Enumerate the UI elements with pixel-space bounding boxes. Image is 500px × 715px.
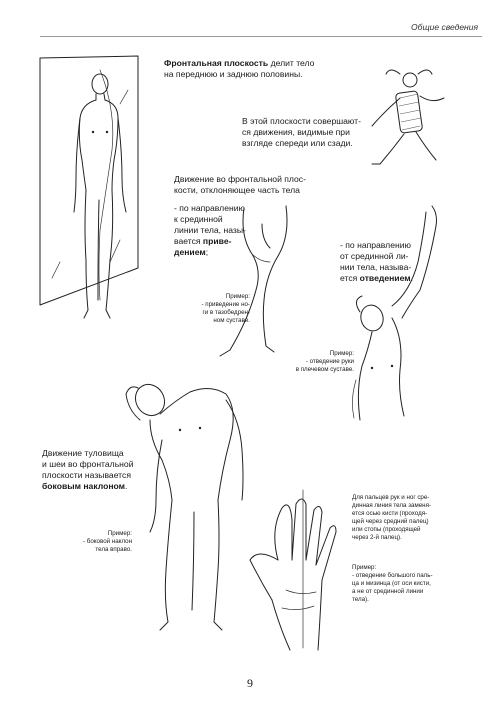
frontal-plane-definition [164,58,314,80]
lateral-bend-figure [126,379,243,630]
adduction-example-line-2: ги в тазобедрен- [202,309,250,316]
deviation-line-1: Движение во фронтальной плос- [174,174,306,184]
fingers-line-3: ется осью кисти (проходя- [352,510,428,517]
fingers-line-4: щей через средний палец) [352,518,429,525]
adduction-example-line-1: - приведение но- [201,301,250,308]
adduction-line-3: линии тела, назы- [174,225,246,235]
lateral-example [60,530,132,554]
adduction-example-label: Пример: [225,293,250,300]
lateral-punct: . [125,481,128,491]
movements-line-1: В этой плоскости совершают- [242,116,361,126]
lateral-term: боковым наклоном [42,481,126,491]
frontal-plane-figure [40,56,138,318]
fingers-example [352,564,433,604]
abduction-term: отведением [359,273,411,283]
lateral-line-2: и шеи во фронтальной [42,459,134,469]
abduction-example [280,350,354,374]
movements-line-3: взгляде спереди или сзади. [242,138,353,148]
running-header: Общие сведения [411,22,478,32]
deviation-line-2: кости, отклоняющее часть тела [174,185,300,195]
lateral-line-1: Движение туловища [42,448,124,458]
raised-arm-figure [352,206,436,420]
abduction-example-line-2: в плечевом суставе. [295,366,354,373]
abduction-example-label: Пример: [329,350,354,357]
lateral-example-line-2: тела вправо. [95,546,132,553]
fingers-example-line-3: а не от срединной линии [352,588,424,595]
lateral-bend-text [42,448,134,492]
deviation-text [174,174,306,196]
adduction-example-line-3: ном суставе. [213,317,250,324]
fingers-line-5: или стопы (проходящей [352,526,421,533]
fingers-line-1: Для пальцев рук и ног сре- [352,494,430,501]
fingers-example-line-4: тела). [352,596,369,603]
adduction-line-1: - по направлению [174,203,245,213]
abduction-example-line-1: - отведение руки [305,358,354,365]
adduction-term-1: приве- [202,236,232,246]
movements-line-2: ся движения, видимые при [242,127,350,137]
adduction-text [174,203,246,258]
fingers-text [352,494,431,542]
lateral-example-line-1: - боковой наклон [83,538,132,545]
adduction-punct: ; [205,247,209,257]
abduction-line-3: нии тела, называ- [340,262,412,272]
abduction-line-4: ется [340,273,360,283]
frontal-text-1: делит тело [268,58,315,68]
fingers-line-2: динная линия тела заменя- [352,502,431,509]
frontal-plane-term: Фронтальная плоскость [164,58,269,68]
movements-text [242,116,361,149]
jumping-figure [372,70,444,164]
frontal-text-2: на переднюю и заднюю половины. [164,69,303,79]
adduction-example [164,293,250,325]
lateral-example-label: Пример: [107,530,132,537]
abduction-punct: . [410,273,413,283]
fingers-line-6: через 2-й палец). [352,534,402,541]
abduction-line-2: от срединной ли- [340,251,409,261]
adduction-line-2: к срединной [174,214,223,224]
fingers-example-line-1: - отведение большого паль- [352,572,433,579]
fingers-example-line-2: ца и мизинца (от оси кисти, [352,580,431,587]
fingers-example-label: Пример: [352,564,377,571]
lateral-line-3: плоскости называется [42,470,131,480]
adduction-term-2: дением [174,247,206,257]
hand-figure [250,490,336,650]
abduction-text [340,240,413,284]
abduction-line-1: - по направлению [340,240,411,250]
page-number: 9 [247,676,253,690]
adduction-line-4: вается [174,236,203,246]
